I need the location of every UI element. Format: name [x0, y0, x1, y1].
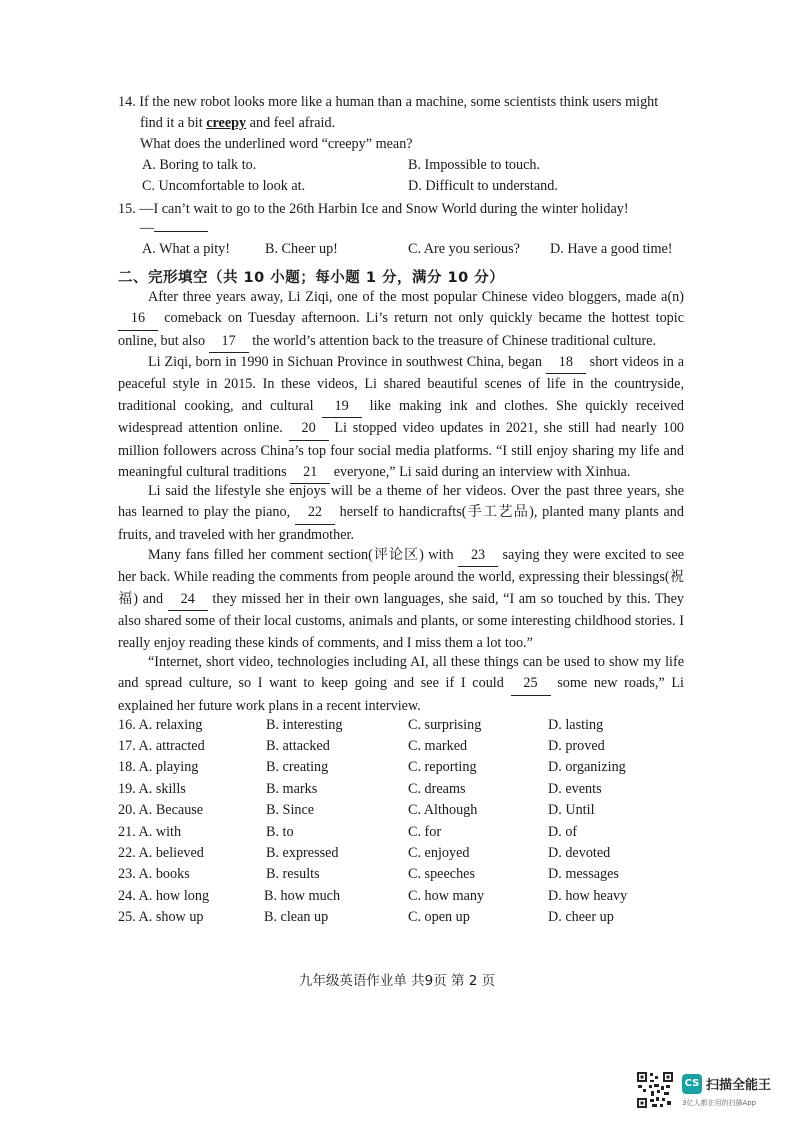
- option-19c: C. dreams: [408, 781, 466, 797]
- option-21c: C. for: [408, 824, 442, 840]
- q15-option-c: C. Are you serious?: [408, 241, 520, 257]
- answer-row-22: [118, 845, 698, 866]
- camscanner-name: 扫描全能王: [706, 1078, 772, 1093]
- option-24d: D. how heavy: [548, 888, 628, 904]
- option-20d: D. Until: [548, 802, 595, 818]
- page-footer: 九年级英语作业单 共9页 第 2 页: [298, 973, 496, 989]
- passage-paragraph-2: Li Ziqi, born in 1990 in Sichuan Province in southwest China, began 18 short videos in a peaceful style in 2015. In these videos, Li shared beautiful scenes of life in the countryside, traditional cooking, and cultural 19 like making ink and clothes. She quickly received widespread attention online. 20 Li stopped video updates in 2021, she still had nearly 100 million followers across China’s top four social media platforms. “I still enjoy sharing my life and meaningful cultural traditions 21 everyone,” Li said during an interview with Xinhua.: [118, 352, 684, 484]
- option-20a: 20. A. Because: [118, 802, 204, 818]
- blank-25: 25: [511, 673, 551, 695]
- answer-row-19: [118, 781, 698, 802]
- q15-option-d: D. Have a good time!: [550, 241, 673, 257]
- q14-stem-line2: find it a bit creepy and feel afraid.: [140, 115, 336, 131]
- blank-16: 16: [118, 308, 158, 330]
- blank-21: 21: [290, 462, 330, 484]
- option-17a: 17. A. attracted: [118, 738, 205, 754]
- option-24c: C. how many: [408, 888, 485, 904]
- answer-row-21: [118, 824, 698, 845]
- option-18b: B. creating: [266, 759, 329, 775]
- q14-option-b: B. Impossible to touch.: [408, 157, 541, 173]
- option-17d: D. proved: [548, 738, 605, 754]
- answer-row-25: [118, 909, 698, 930]
- option-25d: D. cheer up: [548, 909, 614, 925]
- blank-22: 22: [295, 502, 335, 524]
- option-22b: B. expressed: [266, 845, 339, 861]
- qr-code-icon: [636, 1071, 674, 1109]
- option-19b: B. marks: [266, 781, 318, 797]
- section-title: 二、完形填空（共 10 小题；每小题 1 分，满分 10 分）: [118, 270, 505, 286]
- option-17b: B. attacked: [266, 738, 330, 754]
- option-21b: B. to: [266, 824, 294, 840]
- option-22d: D. devoted: [548, 845, 611, 861]
- answer-row-24: [118, 888, 698, 909]
- option-23c: C. speeches: [408, 866, 475, 882]
- option-17c: C. marked: [408, 738, 468, 754]
- answer-row-18: [118, 759, 698, 780]
- option-21d: D. of: [548, 824, 578, 840]
- option-24b: B. how much: [264, 888, 341, 904]
- option-25b: B. clean up: [264, 909, 329, 925]
- option-18d: D. organizing: [548, 759, 626, 775]
- q14-option-c: C. Uncomfortable to look at.: [142, 178, 306, 194]
- camscanner-tagline: 3亿人都在用的扫描App: [682, 1099, 757, 1107]
- passage-paragraph-5: “Internet, short video, technologies including AI, all these things can be used to show my life and spread culture, so I want to keep going and see if I could 25 some new roads,” Li explained her future work plans in a recent interview.: [118, 654, 685, 714]
- option-18a: 18. A. playing: [118, 759, 199, 775]
- option-16c: C. surprising: [408, 717, 482, 733]
- answer-row-23: [118, 866, 698, 887]
- q15-answer-blank: —: [118, 218, 208, 239]
- option-16d: D. lasting: [548, 717, 604, 733]
- option-22c: C. enjoyed: [408, 845, 470, 861]
- blank-18: 18: [546, 352, 586, 374]
- option-16b: B. interesting: [266, 717, 343, 733]
- passage-paragraph-4: Many fans filled her comment section(评论区) with 23 saying they were excited to see her back. While reading the comments from people around the world, expressing their blessings(祝福) and 24 they missed her in their own languages, she said, “I am so touched by this. They also shared some of their local customs, animals and plants, or some interesting childhood stories. I really enjoy reading these kinds of comments, and I miss them a lot too.”: [118, 547, 685, 651]
- option-19a: 19. A. skills: [118, 781, 186, 797]
- option-25a: 25. A. show up: [118, 909, 204, 925]
- blank-20: 20: [289, 418, 329, 440]
- option-22a: 22. A. believed: [118, 845, 204, 861]
- option-23d: D. messages: [548, 866, 619, 882]
- blank-23: 23: [458, 545, 498, 567]
- q14-stem-line1: 14. If the new robot looks more like a human than a machine, some scientists think users might: [118, 94, 659, 110]
- option-19d: D. events: [548, 781, 602, 797]
- option-20c: C. Although: [408, 802, 478, 818]
- answer-blank-line: [154, 231, 208, 232]
- q15-option-a: A. What a pity!: [142, 241, 230, 257]
- option-21a: 21. A. with: [118, 824, 182, 840]
- option-24a: 24. A. how long: [118, 888, 210, 904]
- option-16a: 16. A. relaxing: [118, 717, 203, 733]
- underlined-word: creepy: [206, 115, 247, 131]
- passage-paragraph-1: After three years away, Li Ziqi, one of the most popular Chinese video bloggers, made a(n) 16 comeback on Tuesday afternoon. Li’s return not only quickly became the hottest topic online, but also 17 the world’s attention back to the treasure of Chinese traditional culture.: [118, 287, 684, 353]
- passage-paragraph-3: Li said the lifestyle she enjoys will be a theme of her videos. Over the past three years, she has learned to play the piano, 22 herself to handicrafts(手工艺品), planted many plants and fruits, and traveled with her grandmother.: [118, 483, 684, 543]
- option-23b: B. results: [266, 866, 320, 882]
- option-25c: C. open up: [408, 909, 470, 925]
- blank-17: 17: [209, 331, 249, 353]
- q15-option-b: B. Cheer up!: [265, 241, 338, 257]
- option-23a: 23. A. books: [118, 866, 190, 882]
- option-20b: B. Since: [266, 802, 315, 818]
- option-18c: C. reporting: [408, 759, 477, 775]
- answer-row-16: [118, 717, 698, 738]
- q15-stem: 15. —I can’t wait to go to the 26th Harbin Ice and Snow World during the winter holiday!: [118, 201, 629, 217]
- blank-19: 19: [322, 396, 362, 418]
- q14-option-a: A. Boring to talk to.: [142, 157, 257, 173]
- blank-24: 24: [168, 589, 208, 611]
- answer-row-20: [118, 802, 698, 823]
- q14-option-d: D. Difficult to understand.: [408, 178, 558, 194]
- answer-row-17: [118, 738, 698, 759]
- camscanner-logo-icon: CS: [682, 1074, 702, 1094]
- q14-stem-line3: What does the underlined word “creepy” mean?: [140, 136, 413, 152]
